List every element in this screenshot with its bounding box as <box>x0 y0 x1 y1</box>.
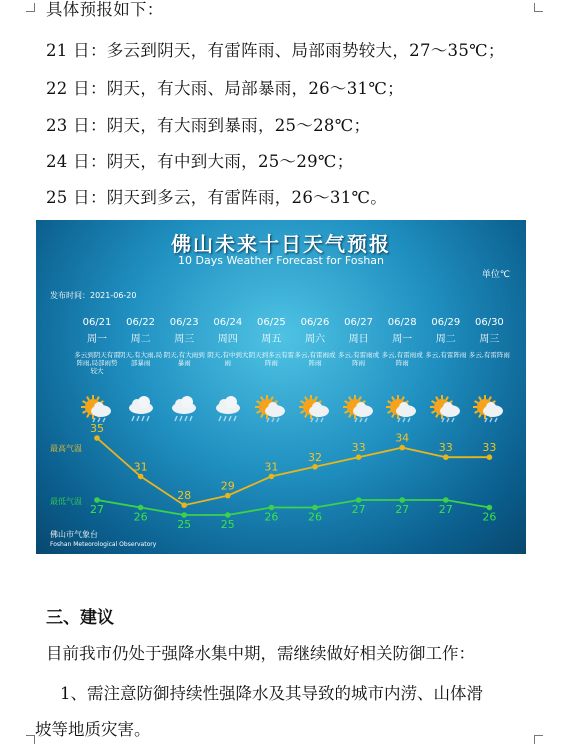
high-temp-value-label: 28 <box>177 489 192 503</box>
low-temp-value-label: 27 <box>351 503 366 516</box>
day-date: 06/26 <box>300 317 330 328</box>
high-temp-value-label: 33 <box>351 441 366 455</box>
high-temp-point <box>443 454 449 460</box>
low-temp-point <box>94 497 100 503</box>
low-temp-value-label: 26 <box>133 510 148 524</box>
forecast-line-24: 24 日：阴天，有中到大雨，25～29℃； <box>46 152 354 171</box>
high-temp-value-label: 32 <box>308 450 322 464</box>
low-temp-value-label: 26 <box>264 510 279 524</box>
low-temp-value-label: 27 <box>90 503 104 516</box>
day-description: 阴天,有大雨到暴雨 <box>163 351 205 367</box>
observatory-credit <box>50 530 156 550</box>
high-temp-value-label: 31 <box>133 460 148 474</box>
high-temp-point <box>487 454 493 460</box>
day-weekday: 周日 <box>348 334 369 345</box>
observatory-name: 佛山市气象台 <box>50 530 98 539</box>
day-description: 多云,有雷雨或阵雨 <box>294 351 336 367</box>
day-weekday: 周六 <box>305 334 325 345</box>
corner-mark-top-right <box>534 3 543 12</box>
low-temp-value-label: 25 <box>177 518 192 531</box>
temperature-chart <box>36 220 526 554</box>
high-temp-value-label: 33 <box>438 441 453 455</box>
low-temp-point <box>356 497 362 503</box>
high-temp-value-label: 34 <box>395 431 410 445</box>
high-temp-point <box>138 474 144 480</box>
day-weekday: 周五 <box>261 334 282 345</box>
publish-time: 发布时间：2021-06-20 <box>50 291 137 300</box>
low-temp-point <box>225 512 231 518</box>
high-temp-value-label: 31 <box>264 460 279 474</box>
advice-item-1: 1、需注意防御持续性强降水及其导致的城市内涝、山体滑 <box>60 684 483 703</box>
corner-mark-top-left <box>26 3 35 12</box>
day-description: 多云,有雷雨或阵雨 <box>338 351 380 367</box>
high-temp-point <box>312 464 318 470</box>
day-weekday: 周二 <box>130 334 151 345</box>
day-date: 06/25 <box>256 317 286 328</box>
low-temp-point <box>269 505 275 511</box>
section-heading: 三、建议 <box>46 608 114 628</box>
day-date: 06/23 <box>169 317 199 328</box>
high-temp-value-label: 35 <box>90 422 104 435</box>
panel-title: 佛山未来十日天气预报 <box>171 232 391 256</box>
day-weekday: 周四 <box>217 334 238 345</box>
low-temp-value-label: 26 <box>308 510 322 524</box>
day-description: 多云,有雷阵雨 <box>425 351 467 359</box>
advice-paragraph: 目前我市仍处于强降水集中期，需继续做好相关防御工作： <box>46 644 475 663</box>
low-temp-point <box>487 505 493 511</box>
day-date: 06/30 <box>474 317 504 328</box>
day-description: 多云,有雷阵雨 <box>468 351 510 359</box>
day-date: 06/21 <box>82 317 112 328</box>
high-temp-point <box>94 435 100 441</box>
forecast-intro: 具体预报如下： <box>46 0 164 19</box>
low-temp-value-label: 27 <box>438 503 453 516</box>
day-weekday: 周三 <box>174 334 195 345</box>
day-date: 06/22 <box>126 317 155 328</box>
corner-mark-bottom-right <box>534 735 543 744</box>
high-temp-point <box>269 474 275 480</box>
ten-day-forecast-panel <box>36 220 526 554</box>
low-temp-point <box>181 512 187 518</box>
day-weekday: 周一 <box>392 334 413 345</box>
day-description: 阴天到多云有雷阵雨 <box>248 351 295 367</box>
low-temp-legend-label: 最低气温 <box>50 497 82 506</box>
day-date: 06/29 <box>431 317 461 328</box>
low-temp-point <box>443 497 449 503</box>
forecast-line-22: 22 日：阴天，有大雨、局部暴雨，26～31℃； <box>46 79 404 98</box>
low-temp-point <box>399 497 405 503</box>
corner-mark-bottom-left <box>26 735 35 744</box>
high-temp-point <box>181 502 187 508</box>
forecast-line-21: 21 日：多云到阴天，有雷阵雨、局部雨势较大，27～35℃； <box>46 41 505 60</box>
observatory-name-en: Foshan Meteorological Observatory <box>50 541 157 548</box>
high-temp-legend-label: 最高气温 <box>50 444 82 453</box>
day-weekday: 周三 <box>479 334 500 345</box>
day-description: 多云到阴天有雷阵雨,局部雨势较大 <box>74 351 120 375</box>
day-weekday: 周二 <box>435 334 456 345</box>
high-temp-point <box>399 445 405 451</box>
high-temp-value-label: 29 <box>220 479 235 493</box>
panel-subtitle: 10 Days Weather Forecast for Foshan <box>178 254 384 267</box>
low-temp-point <box>138 505 144 511</box>
low-temp-value-label: 27 <box>395 503 410 516</box>
low-temp-point <box>312 505 318 511</box>
day-description: 多云,有雷雨或阵雨 <box>381 351 423 367</box>
high-temp-value-label: 33 <box>482 441 497 455</box>
day-date: 06/24 <box>213 317 243 328</box>
high-temp-line <box>97 438 489 505</box>
forecast-line-25: 25 日：阴天到多云，有雷阵雨，26～31℃。 <box>46 188 388 207</box>
day-weekday: 周一 <box>87 334 107 345</box>
day-description: 阴天,有中到大雨 <box>207 351 249 367</box>
unit-label: 单位℃ <box>481 270 510 280</box>
day-date: 06/27 <box>344 317 373 328</box>
low-temp-line <box>97 500 489 515</box>
low-temp-value-label: 25 <box>220 518 235 531</box>
day-description: 阴天,有大雨,局部暴雨 <box>119 351 163 367</box>
high-temp-point <box>225 493 231 499</box>
low-temp-value-label: 26 <box>482 510 497 524</box>
day-date: 06/28 <box>387 317 417 328</box>
advice-item-1-cont: 坡等地质灾害。 <box>35 720 151 739</box>
high-temp-point <box>356 454 362 460</box>
forecast-line-23: 23 日：阴天，有大雨到暴雨，25～28℃； <box>46 116 371 135</box>
